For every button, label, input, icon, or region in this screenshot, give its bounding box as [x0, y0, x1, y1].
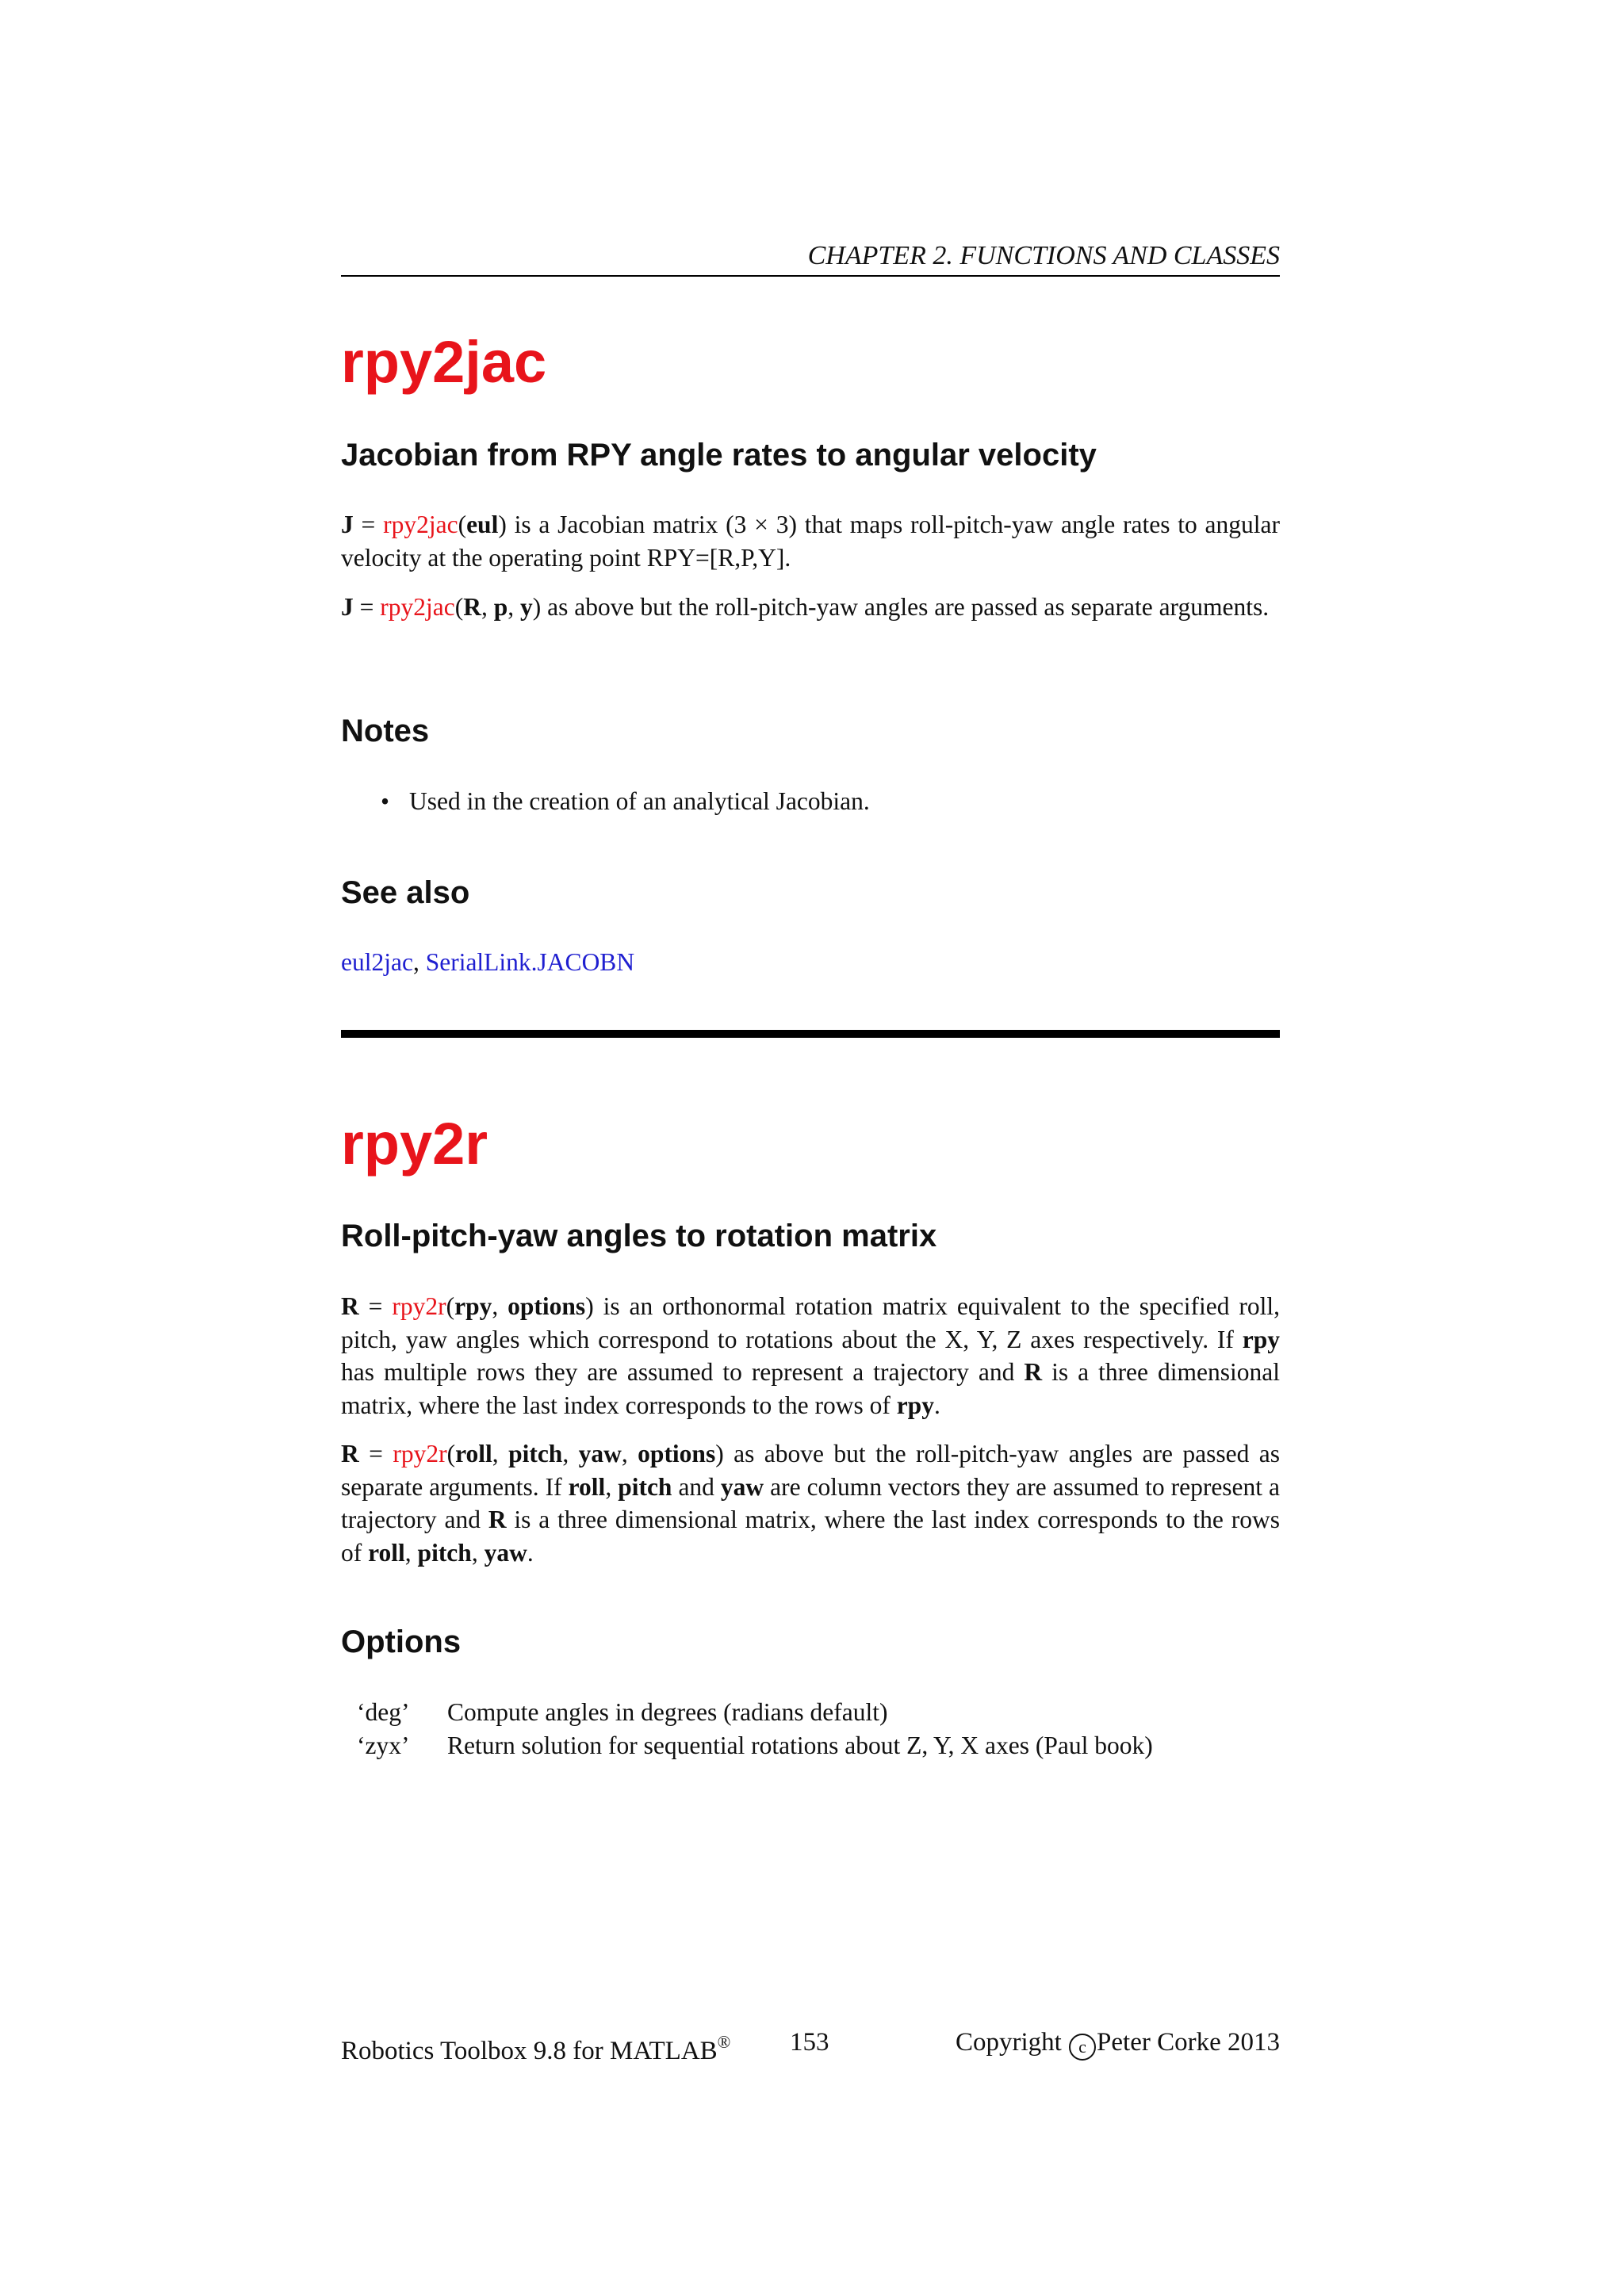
- footer-title: Robotics Toolbox 9.8 for MATLAB®: [341, 2032, 731, 2065]
- notes-heading: Notes: [341, 714, 430, 748]
- header-rule: [341, 275, 1280, 277]
- see-also-heading: See also: [341, 875, 470, 910]
- option-key: ‘zyx’: [357, 1732, 410, 1759]
- options-heading: Options: [341, 1624, 462, 1659]
- rpy2jac-title: rpy2jac: [341, 329, 547, 395]
- page-number: 153: [790, 2028, 829, 2057]
- link-seriallink-jacobn[interactable]: SerialLink.JACOBN: [425, 948, 635, 976]
- copyright-icon: c: [1069, 2034, 1096, 2061]
- registered-icon: ®: [717, 2032, 731, 2052]
- list-item: Used in the creation of an analytical Jacobian.: [409, 787, 870, 815]
- link-eul2jac[interactable]: eul2jac: [341, 948, 413, 976]
- option-description: Compute angles in degrees (radians default): [447, 1698, 888, 1726]
- bullet-icon: •: [381, 787, 390, 815]
- rpy2r-function-ref: rpy2r: [393, 1440, 447, 1468]
- option-key: ‘deg’: [357, 1698, 410, 1726]
- option-description: Return solution for sequential rotations about Z, Y, X axes (Paul book): [447, 1732, 1153, 1759]
- running-head: CHAPTER 2. FUNCTIONS AND CLASSES: [807, 241, 1280, 270]
- rpy2r-subtitle: Roll-pitch-yaw angles to rotation matrix: [341, 1219, 937, 1253]
- rpy2jac-subtitle: Jacobian from RPY angle rates to angular velocity: [341, 438, 1097, 473]
- rpy2jac-paragraph-1: J = rpy2jac(eul) is a Jacobian matrix (3 × 3) that maps roll-pitch-yaw angle rates to angular velocity at the operating point RPY=[R,P,Y].: [341, 511, 1281, 572]
- rpy2r-function-ref: rpy2r: [392, 1292, 446, 1320]
- rpy2r-title: rpy2r: [341, 1111, 488, 1177]
- see-also-links: eul2jac, SerialLink.JACOBN: [341, 948, 635, 976]
- footer-copyright: Copyright c Peter Corke 2013: [956, 2025, 1280, 2061]
- rpy2jac-function-ref: rpy2jac: [383, 511, 458, 538]
- rpy2r-paragraph-1: R = rpy2r(rpy, options) is an orthonormal rotation matrix equivalent to the specified roll, pitch, yaw angles which correspond to rotations about the X, Y, Z axes respectively. If rpy has multiple rows they are assumed to represent a trajectory and R is a three dimensional matrix, where the last index corresponds to the rows of rpy.: [341, 1292, 1281, 1419]
- rpy2r-paragraph-2: R = rpy2r(roll, pitch, yaw, options) as above but the roll-pitch-yaw angles are passed as separate arguments. If roll, pitch and yaw are column vectors they are assumed to represent a trajectory and R is a three dimensional matrix, where the last index corresponds to the rows of roll, pitch, yaw.: [341, 1440, 1281, 1567]
- rpy2jac-function-ref: rpy2jac: [380, 593, 455, 621]
- section-divider: [341, 1030, 1280, 1038]
- document-page: [341, 0, 1280, 2296]
- rpy2jac-paragraph-2: J = rpy2jac(R, p, y) as above but the roll-pitch-yaw angles are passed as separate arguments.: [341, 593, 1270, 621]
